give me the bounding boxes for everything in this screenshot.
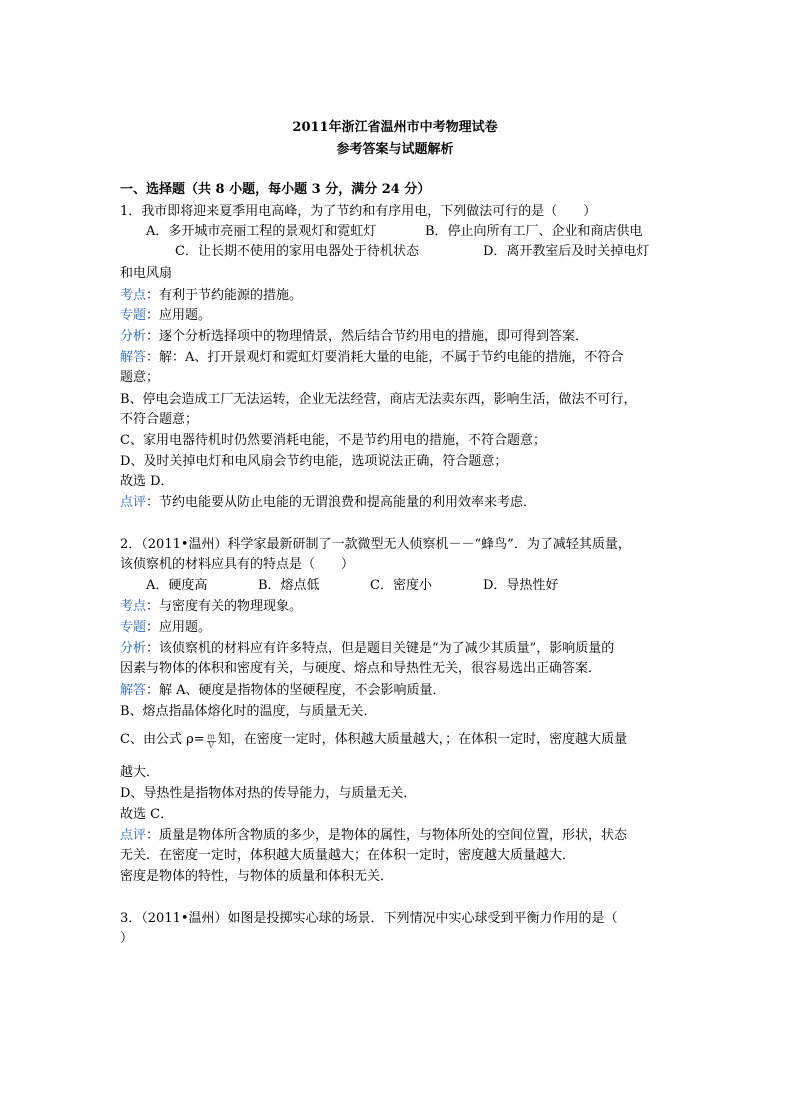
q2-option-c: C．密度小 <box>370 578 432 593</box>
q2-option-a: A．硬度高 <box>146 578 208 593</box>
q2-dianping-line: 无关．在密度一定时，体积越大质量越大；在体积一定时，密度越大质量越大． <box>120 848 576 863</box>
dianping-label: 点评 <box>120 495 147 510</box>
q2-jieda-line: D、导热性是指物体对热的传导能力，与质量无关． <box>120 786 417 801</box>
q2-zhuanti <box>120 618 211 638</box>
fenxi-label: 分析 <box>120 641 147 656</box>
formula-suffix: 知，在密度一定时，体积越大质量越大，；在体积一定时，密度越大质量 <box>217 732 628 747</box>
q1-jieda-line: 不符合题意； <box>120 412 199 427</box>
jieda-label: 解答 <box>120 350 147 365</box>
q1-jieda-line: C、家用电器待机时仍然要消耗电能，不是节约用电的措施，不符合题意； <box>120 433 546 448</box>
q1-option-c: C．让长期不使用的家用电器处于待机状态 <box>175 244 419 259</box>
doc-title: 2011年浙江省温州市中考物理试卷 <box>292 120 498 135</box>
jieda-label: 解答 <box>120 683 147 698</box>
q1-jieda-line: 题意； <box>120 370 160 385</box>
q2-dianping-text: ：质量是物体所含物质的多少，是物体的属性，与物体所处的空间位置，形状，状态 <box>146 828 628 843</box>
zhuanti-label: 专题 <box>120 308 147 323</box>
q2-stem-cont: 该侦察机的材料应具有的特点是（ ） <box>120 557 355 572</box>
q2-kaodian <box>120 597 302 617</box>
doc-subtitle: 参考答案与试题解析 <box>336 142 454 157</box>
q2-fenxi <box>120 639 614 659</box>
q2-answer: 故选 C． <box>120 807 174 822</box>
q3-stem: 3．（2011•温州）如图是投掷实心球的场景．下列情况中实心球受到平衡力作用的是（ <box>120 911 618 926</box>
q2-jieda <box>120 681 446 701</box>
q2-jieda-line: B、熔点指晶体熔化时的温度，与质量无关． <box>120 704 377 719</box>
fraction-numerator: m <box>207 732 215 741</box>
section-heading: 一、选择题（共 8 小题，每小题 3 分，满分 24 分） <box>120 182 431 197</box>
kaodian-label: 考点 <box>120 288 147 303</box>
q2-dianping <box>120 826 627 846</box>
q1-zhuanti <box>120 306 211 326</box>
q1-option-a: A．多开城市亮丽工程的景观灯和霓虹灯 <box>146 224 377 239</box>
q2-zhuanti-text: ：应用题。 <box>146 620 212 635</box>
dianping-label: 点评 <box>120 828 147 843</box>
q2-jieda-formula-line <box>120 730 627 750</box>
kaodian-label: 考点 <box>120 599 147 614</box>
q1-fenxi <box>120 327 588 347</box>
q2-fenxi-text: ：该侦察机的材料应有许多特点，但是题目关键是“为了减少其质量”，影响质量的 <box>146 641 615 656</box>
q2-option-d: D．导热性好 <box>483 578 559 593</box>
q1-kaodian <box>120 286 302 306</box>
q1-option-d: D．离开教室后及时关掉电灯 <box>483 244 650 259</box>
q1-answer: 故选 D． <box>120 474 174 489</box>
q1-stem: 1．我市即将迎来夏季用电高峰，为了节约和有序用电，下列做法可行的是（ ） <box>120 204 597 219</box>
q1-dianping <box>120 493 536 513</box>
q2-jieda-line: 越大． <box>120 765 160 780</box>
q1-fenxi-text: ：逐个分析选择项中的物理情景，然后结合节约用电的措施，即可得到答案． <box>146 329 589 344</box>
q2-option-b: B．熔点低 <box>258 578 320 593</box>
q2-jieda-text: ：解 A、硬度是指物体的坚硬程度，不会影响质量． <box>146 683 446 698</box>
q1-option-d-cont: 和电风扇 <box>120 266 173 281</box>
q1-jieda <box>120 348 623 368</box>
density-fraction <box>207 733 216 750</box>
q2-dianping-line: 密度是物体的特性，与物体的质量和体积无关． <box>120 869 394 884</box>
q2-stem: 2．（2011•温州）科学家最新研制了一款微型无人侦察机－－“蜂鸟”．为了减轻其质量， <box>120 537 631 552</box>
q2-kaodian-text: ：与密度有关的物理现象。 <box>146 599 303 614</box>
q2-fenxi-line: 因素与物体的体积和密度有关，与硬度、熔点和导热性无关，很容易选出正确答案． <box>120 661 602 676</box>
q3-stem-cont: ） <box>120 931 134 946</box>
q1-dianping-text: ：节约电能要从防止电能的无谓浪费和提高能量的利用效率来考虑． <box>146 495 537 510</box>
q1-zhuanti-text: ：应用题。 <box>146 308 212 323</box>
fenxi-label: 分析 <box>120 329 147 344</box>
zhuanti-label: 专题 <box>120 620 147 635</box>
q1-jieda-text: ：解：A、打开景观灯和霓虹灯要消耗大量的电能，不属于节约电能的措施，不符合 <box>146 350 624 365</box>
fraction-denominator: V <box>208 741 215 750</box>
formula-prefix: C、由公式 ρ= <box>120 732 205 747</box>
q1-option-b: B．停止向所有工厂、企业和商店供电 <box>425 224 643 239</box>
q1-jieda-line: B、停电会造成工厂无法运转，企业无法经营，商店无法卖东西，影响生活，做法不可行， <box>120 392 637 407</box>
q1-kaodian-text: ：有利于节约能源的措施。 <box>146 288 303 303</box>
q1-jieda-line: D、及时关掉电灯和电风扇会节约电能，选项说法正确，符合题意； <box>120 454 508 469</box>
